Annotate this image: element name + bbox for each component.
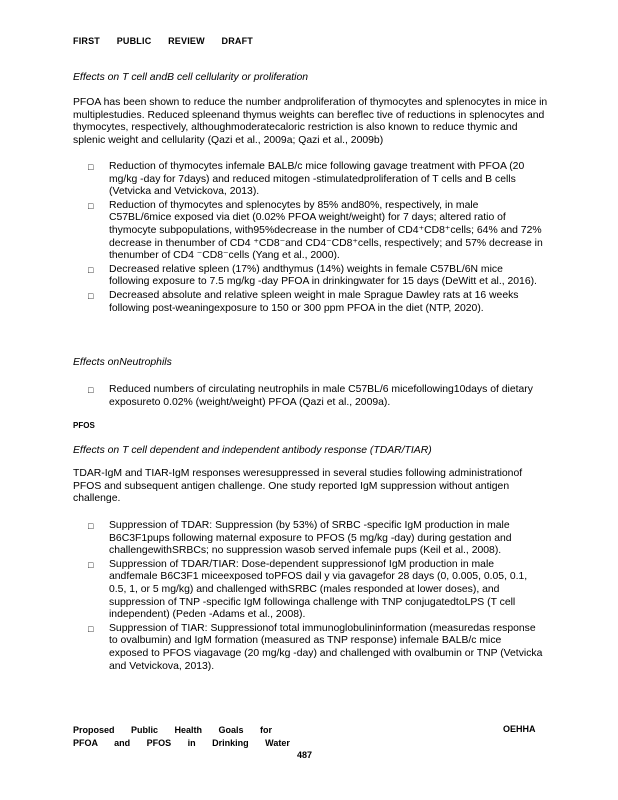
bullet-text: Suppression of TDAR/TIAR: Dose-dependent suppressionof IgM production in male andfemale B6C3F1 miceexposed toPFOS dail y via gavagefor 28 days (0, 0.005, 0.05, 0.1, 0.5, 1, or 5 mg/kg) and challenged withSRBC (males responded at lower doses), and suppression of TNP -specific IgM followinga challenge with TNP conjugatedtoLPS (T cell independent) (Peden -Adams et al., 2008).: [109, 558, 528, 621]
list-item: [88, 200, 543, 263]
list-item: [88, 520, 543, 558]
bullet-icon: □: [88, 290, 94, 301]
bullet-list-tdar-tiar: [88, 520, 543, 674]
footer-document-title: [73, 724, 290, 749]
bullet-text: Reduced numbers of circulating neutrophils in male C57BL/6 micefollowing10days of dietary exposureto 0.02% (weight/weight) PFOA (Qazi et al., 2009a).: [109, 384, 533, 408]
list-item: [88, 384, 543, 409]
page-number: 487: [297, 750, 313, 760]
section-heading-tdar-tiar: Effects on T cell dependent and independent antibody response (TDAR/TIAR): [73, 445, 432, 456]
bullet-icon: □: [88, 264, 94, 275]
section-paragraph-pfoa-proliferation: PFOA has been shown to reduce the number andproliferation of thymocytes and splenocytes in mice in multiplestudies. Reduced spleenand thymus weights can bereflec tive of reductions in splenocytes and thymocytes, respectively, althoughmoderatecaloric restriction is also known to reduce thymic and splenic weight and cellularity (Qazi et al., 2009a; Qazi et al., 2009b): [73, 97, 548, 146]
footer-line-1: Proposed Public Health Goals for: [73, 725, 273, 735]
bullet-icon: □: [88, 521, 94, 531]
list-item: [88, 264, 543, 289]
footer-agency: OEHHA: [503, 724, 536, 734]
bullet-icon: □: [88, 623, 94, 634]
bullet-icon: □: [88, 559, 94, 570]
section-paragraph-tdar-tiar: TDAR-IgM and TIAR-IgM responses weresuppressed in several studies following administrationof PFOS and subsequent antigen challenge. One study reported IgM suppression without antigen challenge.: [73, 468, 523, 505]
list-item: [88, 290, 543, 315]
footer-line-2: PFOA and PFOS in Drinking Water: [73, 737, 290, 748]
bullet-icon: □: [88, 385, 94, 395]
list-item: [88, 623, 543, 673]
bullet-text: Reduction of thymocytes and splenocytes by 85% and80%, respectively, in male C57BL/6mice exposed via diet (0.02% PFOA weight/weight) for 7 days; altered ratio of thymocyte subpopulations, with95%decrease in the number of CD4⁺CD8⁺cells; 64% and 72% decrease in thenumber of CD4 ⁺CD8⁻and CD4⁻CD8⁺cells, respectively; and 57% decrease in thenumber of CD4 ⁻CD8⁻cells (Yang et al., 2000).: [109, 199, 543, 262]
section-heading-neutrophils: Effects onNeutrophils: [73, 357, 172, 368]
bullet-icon: □: [88, 200, 94, 211]
draft-header: FIRST PUBLIC REVIEW DRAFT: [73, 36, 253, 46]
list-item: [88, 161, 543, 199]
bullet-text: Decreased absolute and relative spleen weight in male Sprague Dawley rats at 16 weeks following post-weaningexposure to 150 or 300 ppm PFOA in the diet (NTP, 2020).: [109, 289, 519, 314]
section-heading-tcell-bcell: Effects on T cell andB cell cellularity or proliferation: [73, 72, 309, 83]
list-item: [88, 559, 543, 622]
bullet-list-neutrophils: [88, 384, 543, 410]
bullet-icon: □: [88, 162, 94, 172]
bullet-list-tcell-bcell: [88, 161, 543, 316]
bullet-text: Suppression of TDAR: Suppression (by 53%) of SRBC -specific IgM production in male B6C3F1pups following maternal exposure to PFOS (5 mg/kg -day) during gestation and challengewithSRBCs; no suppression wasob served infemale pups (Keil et al., 2008).: [109, 520, 512, 557]
bullet-text: Reduction of thymocytes infemale BALB/c mice following gavage treatment with PFOA (20 mg/kg -day for 7days) and reduced mitogen -stimulatedproliferation of T cells and B cells (Vetvicka and Vetvickova, 2013).: [109, 161, 525, 198]
bullet-text: Decreased relative spleen (17%) andthymus (14%) weights in female C57BL/6N mice following exposure to 7.5 mg/kg -day PFOA in drinkingwater for 15 days (DeWitt et al., 2016).: [109, 263, 537, 288]
pfos-subsection-label: PFOS: [73, 421, 95, 430]
bullet-text: Suppression of TIAR: Suppressionof total immunoglobulininformation (measuredas response to ovalbumin) and IgM formation (measured as TNP response) infemale BALB/c mice exposed to PFOS viagavage (20 mg/kg -day) and challenged with ovalbumin or TNP (Vetvicka and Vetvickova, 2013).: [109, 622, 543, 672]
